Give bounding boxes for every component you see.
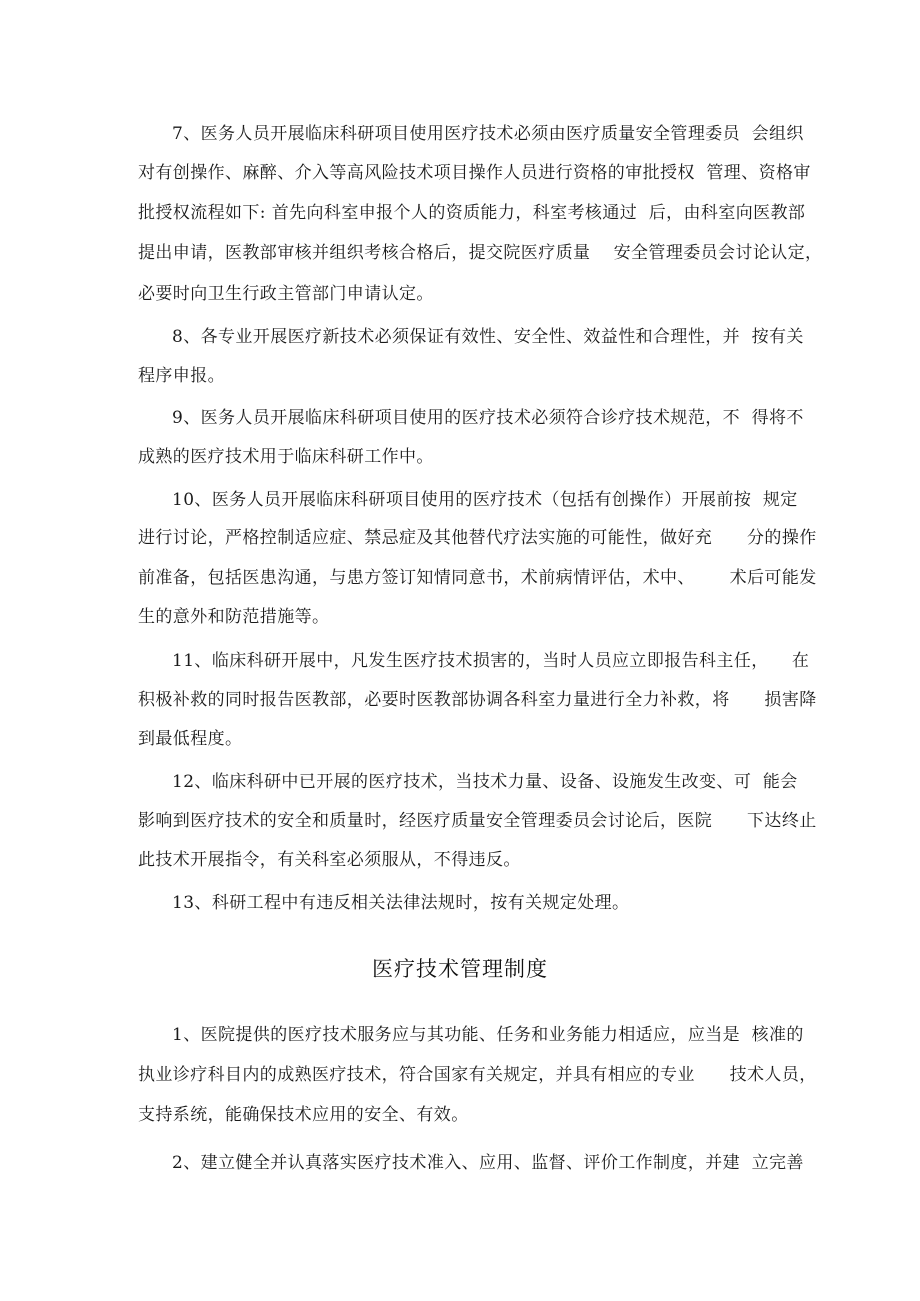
text-line: 到最低程度。: [138, 729, 243, 749]
text-line: 影响到医疗技术的安全和质量时，经医疗质量安全管理委员会讨论后，医院 下达终止: [138, 811, 817, 831]
text-line: 进行讨论，严格控制适应症、禁忌症及其他替代疗法实施的可能性，做好充 分的操作: [138, 528, 817, 548]
text-line: 10、医务人员开展临床科研项目使用的医疗技术（包括有创操作）开展前按 规定: [172, 490, 798, 510]
text-line: 12、临床科研中已开展的医疗技术，当技术力量、设备、设施发生改变、可 能会: [172, 772, 798, 792]
text-line: 程序申报。: [138, 366, 225, 386]
text-line: 批授权流程如下: 首先向科室申报个人的资质能力，科室考核通过 后，由科室向医教部: [138, 203, 806, 223]
text-line: 8、各专业开展医疗新技术必须保证有效性、安全性、效益性和合理性，并 按有关: [172, 327, 804, 347]
text-line: 前准备，包括医患沟通，与患方签订知情同意书，术前病情评估，术中、 术后可能发: [138, 568, 817, 588]
text-line: 11、临床科研开展中，凡发生医疗技术损害的，当时人员应立即报告科主任， 在: [172, 651, 810, 671]
text-line: 7、医务人员开展临床科研项目使用医疗技术必须由医疗质量安全管理委员 会组织: [172, 124, 804, 144]
text-line: 成熟的医疗技术用于临床科研工作中。: [138, 447, 434, 467]
text-line: 提出申请，医教部审核并组织考核合格后，提交院医疗质量 安全管理委员会讨论认定，: [138, 243, 823, 263]
text-line: 必要时向卫生行政主管部门申请认定。: [138, 284, 434, 304]
text-line: 13、科研工程中有违反相关法律法规时，按有关规定处理。: [172, 893, 630, 913]
text-line: 支持系统，能确保技术应用的安全、有效。: [138, 1105, 469, 1125]
text-line: 2、建立健全并认真落实医疗技术准入、应用、监督、评价工作制度，并建 立完善: [172, 1153, 804, 1173]
text-line: 积极补救的同时报告医教部，必要时医教部协调各科室力量进行全力补救，将 损害降: [138, 690, 817, 710]
text-line: 1、医院提供的医疗技术服务应与其功能、任务和业务能力相适应，应当是 核准的: [172, 1025, 804, 1045]
text-line: 9、医务人员开展临床科研项目使用的医疗技术必须符合诊疗技术规范，不 得将不: [172, 408, 804, 428]
section-title: 医疗技术管理制度: [372, 957, 548, 981]
text-line: 对有创操作、麻醉、介入等高风险技术项目操作人员进行资格的审批授权 管理、资格审: [138, 163, 811, 183]
text-line: 执业诊疗科目内的成熟医疗技术，符合国家有关规定，并具有相应的专业 技术人员，: [138, 1065, 817, 1085]
text-line: 生的意外和防范措施等。: [138, 607, 330, 627]
text-line: 此技术开展指令，有关科室必须服从，不得违反。: [138, 850, 521, 870]
